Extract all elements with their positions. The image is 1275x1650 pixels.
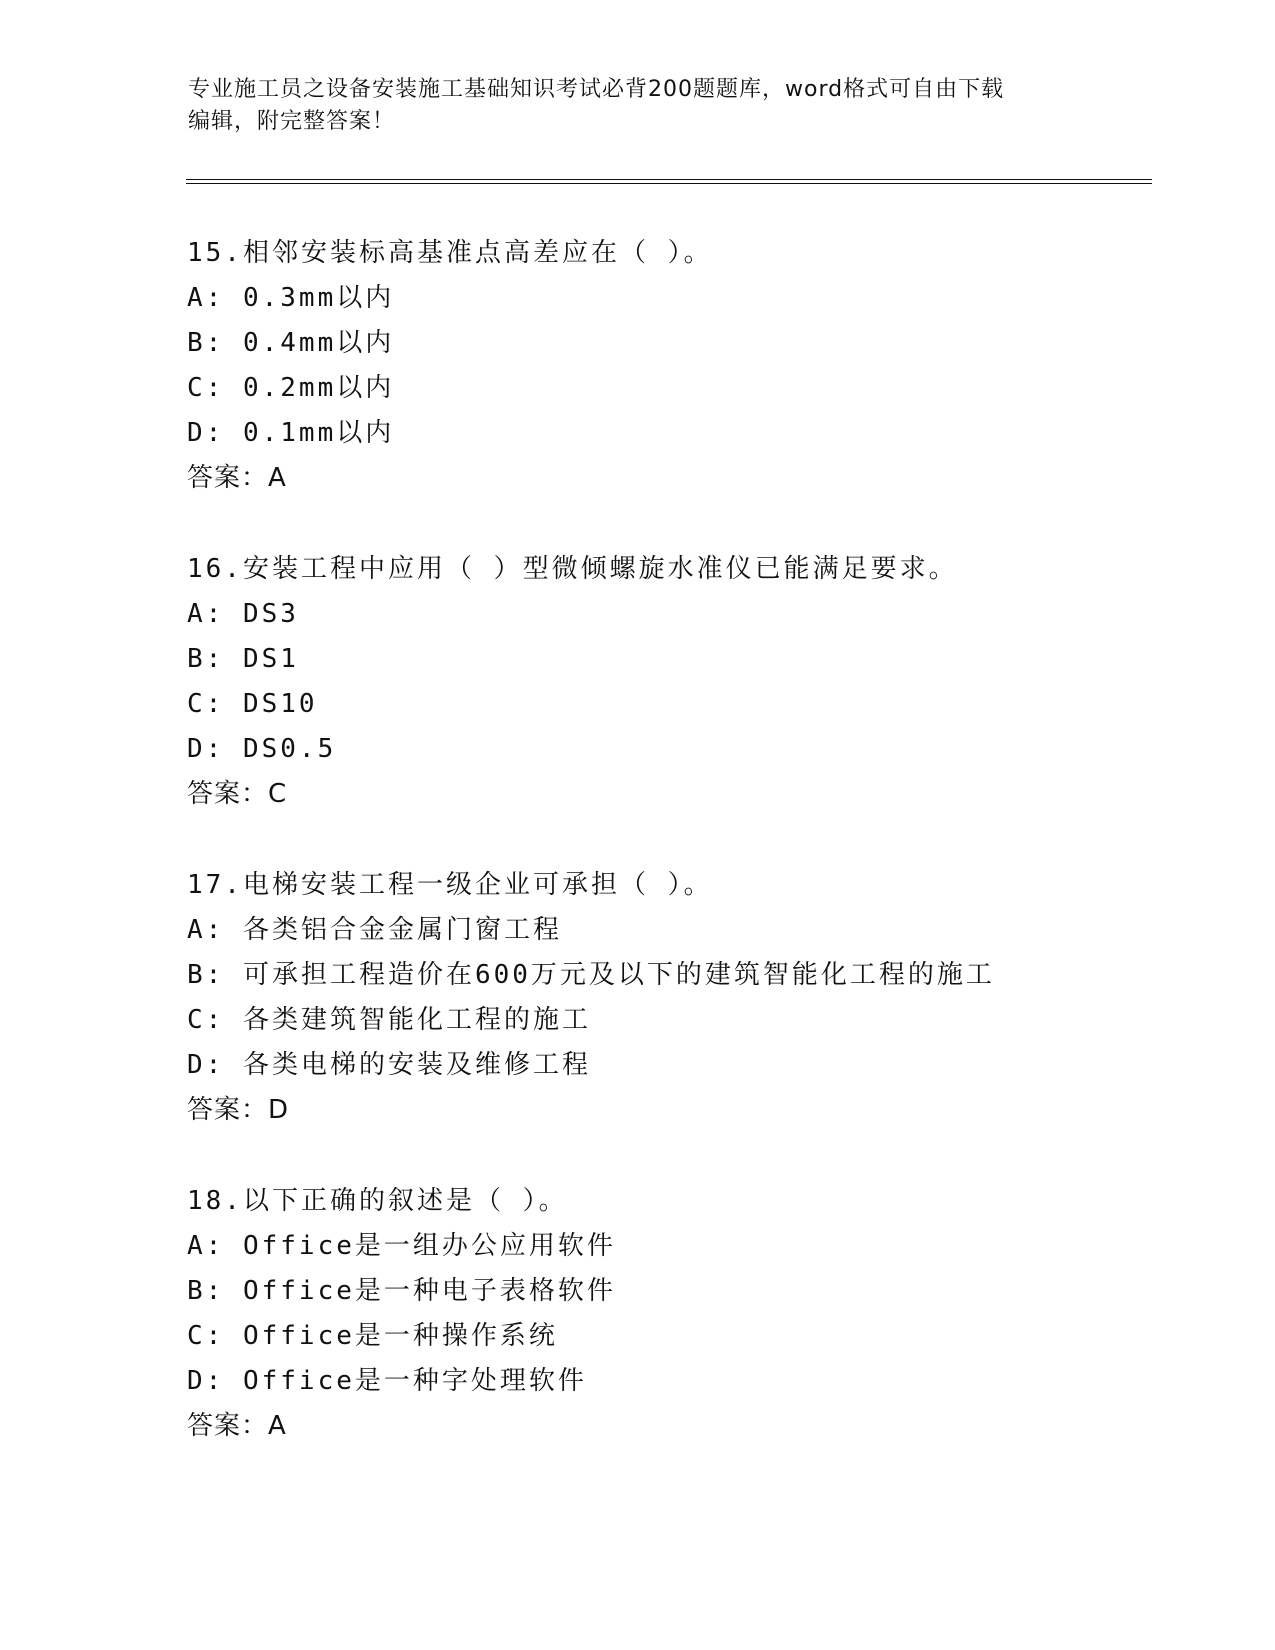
option-c: C: Office是一种操作系统 <box>187 1321 558 1351</box>
question-stem: 16.安装工程中应用（ ）型微倾螺旋水准仪已能满足要求。 <box>187 554 958 584</box>
header-line-2: 编辑，附完整答案！ <box>188 109 396 134</box>
option-a: A: Office是一组办公应用软件 <box>187 1231 616 1261</box>
question-stem: 15.相邻安装标高基准点高差应在（ ）。 <box>187 238 713 268</box>
answer-label: 答案：A <box>187 463 287 493</box>
option-b: B: 可承担工程造价在600万元及以下的建筑智能化工程的施工 <box>187 960 995 990</box>
header-line-1: 专业施工员之设备安装施工基础知识考试必背200题题库，word格式可自由下载 <box>188 77 1005 102</box>
answer-label: 答案：C <box>187 779 288 809</box>
question-stem: 18.以下正确的叙述是（ ）。 <box>187 1186 568 1216</box>
option-d: D: DS0.5 <box>187 734 337 764</box>
answer-label: 答案：D <box>187 1095 290 1125</box>
option-d: D: 0.1mm以内 <box>187 418 395 448</box>
header-divider-top <box>186 179 1152 180</box>
answer-label: 答案：A <box>187 1411 287 1441</box>
option-c: C: 0.2mm以内 <box>187 373 395 403</box>
option-c: C: DS10 <box>187 689 318 719</box>
question-stem: 17.电梯安装工程一级企业可承担（ ）。 <box>187 870 713 900</box>
option-c: C: 各类建筑智能化工程的施工 <box>187 1005 591 1035</box>
option-a: A: DS3 <box>187 599 299 629</box>
header-divider-bottom <box>186 183 1152 184</box>
option-b: B: Office是一种电子表格软件 <box>187 1276 616 1306</box>
option-d: D: Office是一种字处理软件 <box>187 1366 587 1396</box>
option-a: A: 各类铝合金金属门窗工程 <box>187 915 562 945</box>
option-a: A: 0.3mm以内 <box>187 283 395 313</box>
document-header <box>188 74 1088 138</box>
option-b: B: 0.4mm以内 <box>187 328 395 358</box>
option-d: D: 各类电梯的安装及维修工程 <box>187 1050 591 1080</box>
option-b: B: DS1 <box>187 644 299 674</box>
